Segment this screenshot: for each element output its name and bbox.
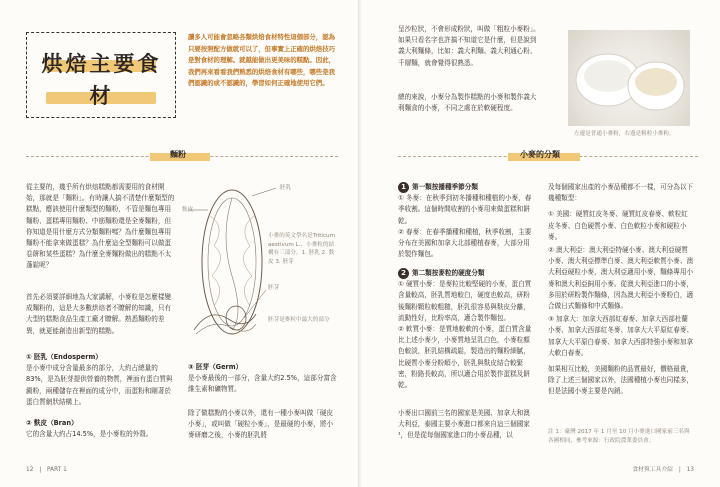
item-bran-text: 它的含量大約占14.5%，是小麥粒的外殼。 bbox=[26, 430, 153, 439]
class-season: 1 第一類按播種季節分類 ① 冬麥：在秋季到初冬播種和種植的小麥，春季收割。這個時間收割的小麥用來做蛋糕和餅乾。 ② 春麥：在春季播種和種植，秋季收割，主要分布在美國和加拿大北部種植春麥，大部分用於製作麵包。 bbox=[398, 182, 532, 260]
country-australia: ② 澳大利亞：澳大利亞特硬小麥、澳大利亞硬質小麥、澳大利亞標準白麥、澳大利亞軟質小麥、澳大利亞硬粒小麥，澳大利亞適用小麥，麵條專用小麥和澳大利亞飼用小麥。從澳大利亞進口的小麥，多用於研粉製作麵條，因為澳大利亞小麥粉白，適合做日式麵條和中式麵條。 bbox=[548, 246, 694, 311]
footnote: 註 1：臺灣 2017 年 1 月至 10 月小麥進口國家前三名與各國相同，參考來源：行政院農業委員會。 bbox=[548, 429, 690, 444]
flour-photo bbox=[568, 30, 690, 126]
paragraph-1: 從主要的，幾乎所有烘焙糕點都需要用的食材開始，那就是「麵粉」。有時讓人搞不清楚什麼類型的糕點，應該使用什麼類型的麵粉，不管是麵包專用麵粉、蛋糕專用麵粉、中筋麵粉還是全麥麵粉，但你知道是用什麼方式分類麵粉嗎？為什麼麵包專用麵粉不能拿來做蛋糕？為什麼這全型麵粉可以做蛋卷餅和某些蛋糕？為什麼全麥麵粉做出的糕點不太蓬鬆呢？ bbox=[26, 183, 175, 270]
page-number-right: 13 bbox=[686, 467, 694, 473]
page-title: 烘焙主要食材 bbox=[41, 51, 162, 108]
part-label: PART 1 bbox=[47, 467, 67, 473]
label-bran: 麩皮 bbox=[182, 207, 194, 213]
item-bran-title: ② 麩皮（Bran） bbox=[26, 419, 78, 427]
right-col1-top: 呈沙粒狀，不會形成粉狀，叫做「粗粒小麥粉」。如果只看名字也許搞不知道它是什麼，但是說到義大利麵條，比如：義大利麵、義大利通心粉、千層麵，就會覺得很熟悉。 bbox=[398, 25, 540, 67]
paragraph-2: 首先必須要詳細地為大家講解，小麥粒是怎麼樣變成麵粉的，這是大多數烘焙者不瞭解的知識，只有大型的糕點食品生產工廠才瞭解。熟悉麵粉的差異，就更能創造出新型的糕點。 bbox=[26, 293, 172, 335]
item-germ-title: ③ 胚芽（Germ） bbox=[188, 363, 243, 371]
diagram-caption-1: 小麥的英文學名是Triticum aestivum L.，小麥粒的結構有三部分，1. 胚乳 2. 麩皮 3. 胚芽 bbox=[268, 233, 336, 265]
right-col3-top: 及每個國家出產的小麥品種都不一樣，可分為以下幾種類型： bbox=[548, 183, 694, 203]
left-page bbox=[0, 0, 358, 487]
intro-text: 讀多人可能會忽略各類烘焙食材特性這個部分，認為只要按照配方做就可以了，但事實上正確的烘焙技巧是對食材的理解。就越能做出更美味的糕點。因此，我們再來看看我們熟悉的烘焙食材有哪些，哪些是我們認識的或不認識的，學習如何正確地使用它們。 bbox=[188, 33, 335, 88]
chapter-title: 食材與工具介紹 bbox=[632, 467, 673, 473]
country-canada: ③ 加拿大：加拿大西部紅春麥、加拿大西部杜蘭小麥、加拿大西部紅冬麥、加拿大大平原紅春麥、加拿大大平原白春麥、加拿大西部特強小麥和加拿大軟白春麥。 bbox=[548, 315, 694, 357]
footer-left: 12 | PART 1 bbox=[26, 467, 67, 473]
photo-caption: 左邊是普通小麥粉，右邊是粗粒小麥粉。 bbox=[574, 131, 675, 137]
section-banner-wheat bbox=[508, 149, 580, 163]
section-banner-flour bbox=[150, 149, 210, 163]
item-bran bbox=[26, 418, 176, 440]
country-usa: ① 美國：硬質紅皮冬麥、硬質紅皮春麥、軟粒紅皮冬麥、白色硬質小麥、白色軟粒小麥和硬粒小麥。 bbox=[548, 210, 688, 241]
paragraph-3: 除了做糕點的小麥以外，還有一種小麥叫做「硬皮小麥」，或叫做「硬粒小麥」，是最硬的小麥，將小麥研磨之後，小麥的胚乳將 bbox=[188, 409, 334, 440]
item-endosperm-title: ① 胚乳（Endosperm） bbox=[26, 353, 102, 361]
label-germ: 胚乳 bbox=[280, 185, 292, 191]
germ-detail-diagram bbox=[190, 302, 260, 342]
item-germ bbox=[188, 362, 338, 396]
class-hardness-soft: ② 軟質小麥：是質地較軟的小麥，蛋白質含量比上述小麥少，小麥質地呈乳白色，小麥粒顏色較淡，胚乳結構疏鬆，製造出的麵粉細膩，比硬質小麥分粉順小，胚乳與麩皮結合較緊密，粉路長較高，所以適合用於製作蛋糕及餅乾。 bbox=[398, 325, 532, 390]
right-col3 bbox=[548, 182, 694, 398]
page-number: 12 bbox=[26, 467, 34, 473]
item-endosperm-text: 是小麥中成分含量最多的部分，大約占總量的83%，是為胚芽提供營養的物質，裡面有蛋白質與澱粉，兩種儲存在裡面的成分中，而蛋粉和剛著於蛋白質網狀結構上。 bbox=[26, 364, 173, 406]
class-season-title: 第一類按播種季節分類 bbox=[412, 183, 478, 191]
section-label: 麵粉 bbox=[170, 150, 186, 159]
class-season-winter: ① 冬麥：在秋季到初冬播種和種植的小麥，春季收割。這個時間收割的小麥用來做蛋糕和餅乾。 bbox=[398, 194, 532, 225]
footer-right: 食材與工具介紹 | 13 bbox=[632, 467, 694, 473]
diagram-caption-2: 胚芽是麥粒中最大的部分 bbox=[268, 317, 330, 323]
right-col2-bottom: 小麥出口國前三名的國家是美國、加拿大和澳大利亞，泰國主要小麥進口都來自這三個國家¹，但是從每個國家進口的小麥品種，以 bbox=[398, 409, 530, 440]
class-hardness-hard: ① 硬質小麥：是麥粒比較堅硬的小麥，蛋白質含量較高，胚乳質地較白，硬度也較高，研粉後麵粉顆粒較粗糙，胚乳很容易與麩皮分離，流動性好，比粉率高，適合製作麵包。 bbox=[398, 280, 532, 322]
country-summary: 如果相互比較，美國麵粉的品質最好，價格最貴，除了上述三個國家以外，法國種植小麥也同樣多，但是法國小麥主要是內銷。 bbox=[548, 365, 694, 396]
class-hardness-title: 第二類按麥粒的硬度分類 bbox=[412, 269, 485, 277]
right-section-label: 小麥的分類 bbox=[520, 150, 560, 159]
label-embryo: 胚芽 bbox=[268, 285, 280, 291]
right-col1-top2: 總的來說，小麥分為製作糕點的小麥和製作義大利麵食的小麥，不同之處在於軟硬程度。 bbox=[398, 93, 537, 113]
item-endosperm bbox=[26, 352, 176, 408]
class-hardness: 2 第二類按麥粒的硬度分類 ① 硬質小麥：是麥粒比較堅硬的小麥，蛋白質含量較高，胚乳質地較白，硬度也較高，研粉後麵粉顆粒較粗糙，胚乳很容易與麩皮分離，流動性好，比粉率高，適合製作麵包。 ② 軟質小麥：是質地較軟的小麥，蛋白質含量比上述小麥少，小麥質地呈乳白色，小麥粒顏色較淡，胚乳結構疏鬆，製造出的麵粉細膩，比硬質小麥分粉順小，胚乳與麩皮結合較緊密，粉路長較高，所以適合用於製作蛋糕及餅乾。 bbox=[398, 268, 532, 391]
item-germ-text: 是小麥最後的一部分，含量大約2.5%，這部分富含維生素和礦物質。 bbox=[188, 374, 337, 394]
class-season-spring: ② 春麥：在春季播種和種植，秋季收割，主要分布在美國和加拿大北部種植春麥，大部分用於製作麵包。 bbox=[398, 227, 532, 259]
